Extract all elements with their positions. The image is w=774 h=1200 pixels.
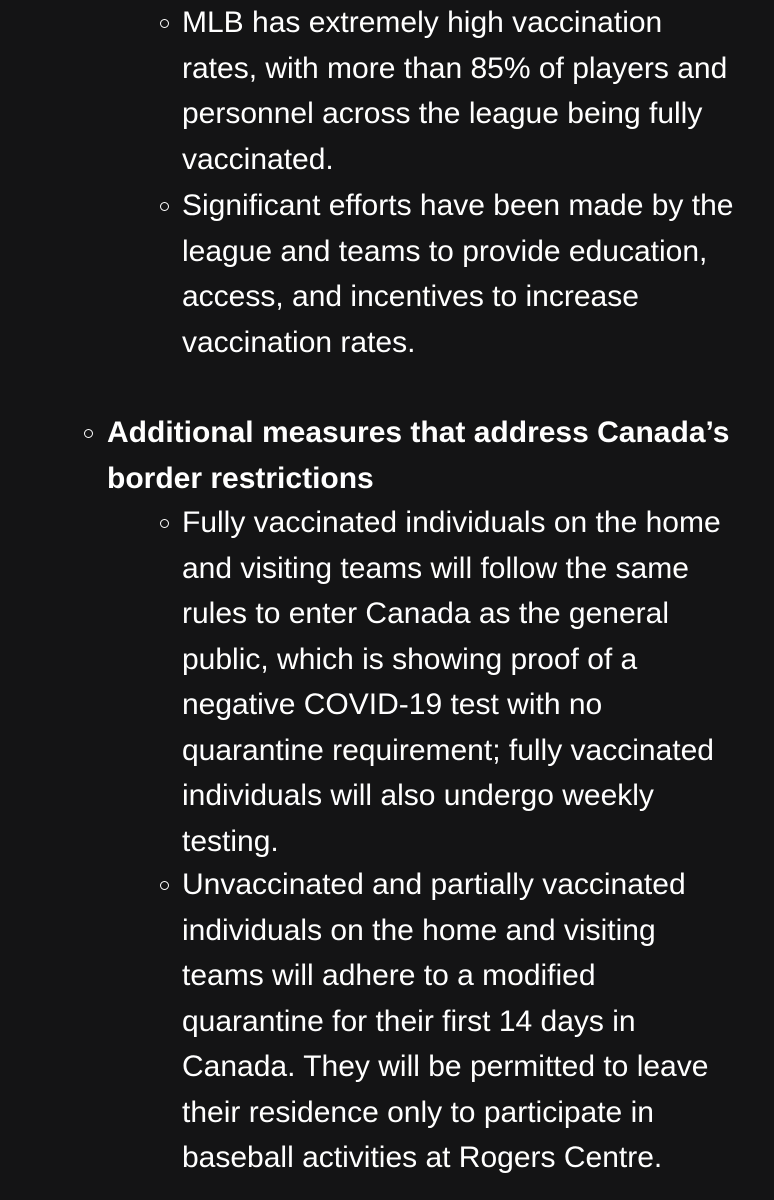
list-item-text: Significant efforts have been made by the league and teams to provide education, access, and incentives to increase vaccination rates. bbox=[182, 189, 734, 359]
section-heading: Additional measures that address Canada’s border restrictions bbox=[107, 416, 730, 495]
hollow-bullet-icon bbox=[160, 519, 169, 528]
hollow-bullet-icon bbox=[84, 429, 93, 438]
list-item bbox=[182, 183, 762, 365]
hollow-bullet-icon bbox=[160, 881, 169, 890]
list-item-text: MLB has extremely high vaccination rates, with more than 85% of players and personnel across the league being fully vaccinated. bbox=[182, 6, 728, 176]
section-heading-item bbox=[107, 410, 747, 501]
list-item bbox=[182, 0, 762, 182]
list-item bbox=[182, 500, 762, 864]
list-item-text: Unvaccinated and partially vaccinated individuals on the home and visiting teams will adhere to a modified quarantine for their first 14 days in Canada. They will be permitted to leave their residence only to participate in baseball activities at Rogers Centre. bbox=[182, 868, 709, 1174]
list-item bbox=[182, 862, 762, 1181]
hollow-bullet-icon bbox=[160, 19, 169, 28]
list-item-text: Fully vaccinated individuals on the home and visiting teams will follow the same rules to enter Canada as the general public, which is showing proof of a negative COVID-19 test with no quarantine requirement; fully vaccinated individuals will also undergo weekly testing. bbox=[182, 506, 721, 858]
hollow-bullet-icon bbox=[160, 202, 169, 211]
